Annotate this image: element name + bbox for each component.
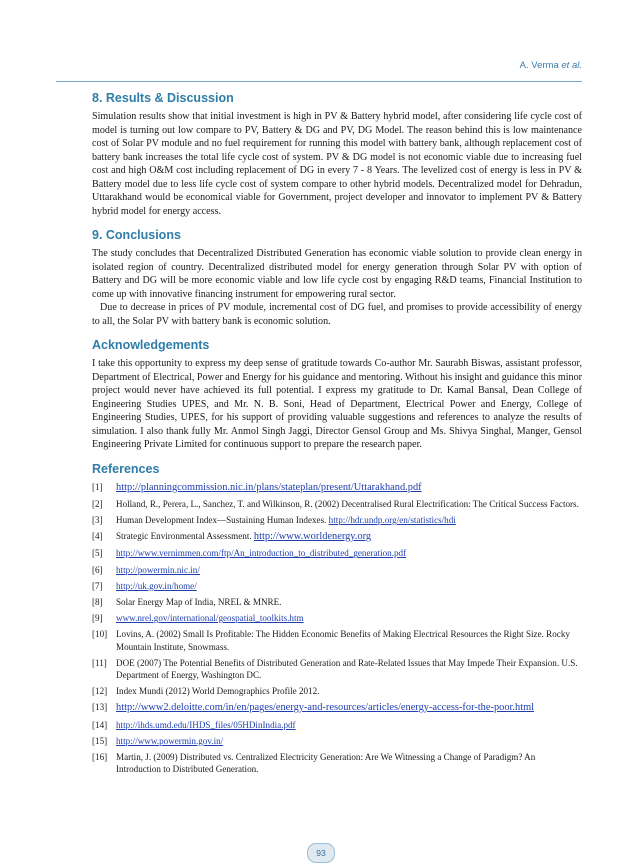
header-rule xyxy=(56,81,582,82)
reference-text: Martin, J. (2009) Distributed vs. Centralized Electricity Generation: Are We Witnessing a Change of Paradigm? An Introduction to Distributed Generation. xyxy=(116,751,536,775)
section-title: References xyxy=(92,461,160,476)
section-title: 9. Conclusions xyxy=(92,228,181,242)
reference-text: Index Mundi (2012) World Demographics Profile 2012. xyxy=(116,686,320,697)
reference-link[interactable]: http://www.vernimmen.com/ftp/An_introduction_to_distributed_generation.pdf xyxy=(116,548,407,559)
reference-item xyxy=(92,751,582,775)
reference-text: Human Development Index—Sustaining Human Indexes. xyxy=(116,514,329,525)
paragraph: I take this opportunity to express my deep sense of gratitude towards Co-author Mr. Saurabh Biswas, assistant professor, Department of Electrical, Power and Energy for his guidance and mentoring. Without his insight and guidance this minor project would never have achieved its full potential. I express my gratitude to Dr. Kamal Bansal, Dean College of Engineering Studies UPES, and Mr. N. B. Soni, Head of Department, Electrical Power and Energy, College of Engineering Studies, UPES, for his support of providing valuable suggestions and references to analyze the results of simulation. I also thank fully Mr. Anmol Singh Jaggi, Director Gensol Group and Ms. Shivya Singhal, Manger, Gensol Engineering Private Limited for continuous support to prepare the research paper. xyxy=(92,358,582,450)
reference-number: [10] xyxy=(92,629,108,640)
reference-link[interactable]: http://hdr.undp.org/en/statistics/hdi xyxy=(328,514,456,525)
reference-item xyxy=(92,612,582,624)
paragraph: Due to decrease in prices of PV module, incremental cost of DG fuel, and promises to provide accessibility of energy to all, the Solar PV with battery bank is economic solution. xyxy=(92,302,582,327)
reference-number: [7] xyxy=(92,580,103,591)
paragraph: The study concludes that Decentralized Distributed Generation has economic viable solution to provide clean energy in isolated region of country. Decentralized distributed model for energy generation through Solar PV with option of Battery and DG will be more economic viable and low life cycle cost by engaging R&D teams, Financial Institution to come up with innovative financing instrument for empowering rural sector. xyxy=(92,248,582,300)
reference-item xyxy=(92,530,582,543)
reference-item xyxy=(92,719,582,731)
reference-link[interactable]: http://www.powermin.gov.in/ xyxy=(116,735,224,746)
reference-item xyxy=(92,735,582,747)
reference-item xyxy=(92,514,582,526)
reference-item xyxy=(92,628,582,652)
reference-link[interactable]: http://uk.gov.in/home/ xyxy=(116,580,197,591)
running-head-suffix: et al. xyxy=(561,60,582,71)
reference-link[interactable]: http://ihds.umd.edu/IHDS_files/05HDinIndia.pdf xyxy=(116,719,296,730)
reference-item xyxy=(92,701,582,714)
running-head xyxy=(520,60,582,71)
paragraph: Simulation results show that initial investment is high in PV & Battery hybrid model, after considering life cycle cost of model is turning out low compare to PV, Battery & DG and PV, DG Model. The reason behind this is low maintenance cost of Solar PV module and no fuel requirement for running this model with battery bank, although replacement cost of battery bank increases the total life cycle cost of system. PV & DG model is not economic viable due to increasing fuel cost and high O&M cost including replacement of DG in every 7 - 8 Years. The levelized cost of energy is less in PV & Battery model due to less life cycle cost of system compare to other hybrid models. Decentralized model for Dehradun, Uttarakhand would be economical viable for Government, project developer and innovator to implement PV & Battery hybrid model for energy access. xyxy=(92,111,582,217)
section-title: Acknowledgements xyxy=(92,338,210,352)
reference-link[interactable]: http://powermin.nic.in/ xyxy=(116,564,200,575)
reference-number: [13] xyxy=(92,702,108,713)
section-title: 8. Results & Discussion xyxy=(92,91,234,105)
reference-link[interactable]: www.nrel.gov/international/geospatial_toolkits.htm xyxy=(116,613,304,624)
reference-number: [6] xyxy=(92,564,103,575)
section-results xyxy=(92,90,582,218)
reference-number: [8] xyxy=(92,596,103,607)
reference-item xyxy=(92,564,582,576)
section-acknowledgements xyxy=(92,337,582,452)
reference-item xyxy=(92,547,582,559)
reference-list xyxy=(92,481,582,776)
reference-number: [16] xyxy=(92,751,108,762)
reference-number: [3] xyxy=(92,514,103,525)
page-content xyxy=(92,90,582,784)
section-references xyxy=(92,461,582,776)
reference-number: [11] xyxy=(92,657,107,668)
reference-item xyxy=(92,657,582,681)
reference-link[interactable]: http://www.worldenergy.org xyxy=(253,531,372,543)
reference-number: [15] xyxy=(92,735,108,746)
reference-item xyxy=(92,498,582,510)
reference-text: Holland, R., Perera, L., Sanchez, T. and Wilkinson, R. (2002) Decentralised Rural Electrification: The Critical Success Factors. xyxy=(116,498,579,509)
reference-number: [1] xyxy=(92,481,103,492)
reference-text: Strategic Environmental Assessment. xyxy=(116,531,254,542)
reference-number: [2] xyxy=(92,498,103,509)
reference-text: Lovins, A. (2002) Small Is Profitable: The Hidden Economic Benefits of Making Electrical Resources the Right Size. Rocky Mountain Institute, Snowmass. xyxy=(116,629,570,652)
reference-item xyxy=(92,481,582,494)
reference-link[interactable]: http://planningcommission.nic.in/plans/stateplan/present/Uttarakhand.pdf xyxy=(116,481,422,493)
reference-number: [14] xyxy=(92,719,108,730)
reference-link[interactable]: http://www2.deloitte.com/in/en/pages/energy-and-resources/articles/energy-access-for-the-poor.html xyxy=(116,702,535,714)
reference-text: DOE (2007) The Potential Benefits of Distributed Generation and Rate-Related Issues that May Impede Their Expansion. U.S. Department of Energy, Washington DC. xyxy=(116,657,578,680)
running-head-author: A. Verma xyxy=(519,60,559,71)
reference-item xyxy=(92,685,582,697)
reference-item xyxy=(92,580,582,592)
reference-number: [5] xyxy=(92,548,103,559)
reference-item xyxy=(92,596,582,608)
section-conclusions xyxy=(92,227,582,328)
reference-number: [9] xyxy=(92,613,103,624)
page-number: 93 xyxy=(307,843,335,863)
reference-text: Solar Energy Map of India, NREL & MNRE. xyxy=(116,596,282,607)
reference-number: [12] xyxy=(92,686,108,697)
reference-number: [4] xyxy=(92,531,103,542)
